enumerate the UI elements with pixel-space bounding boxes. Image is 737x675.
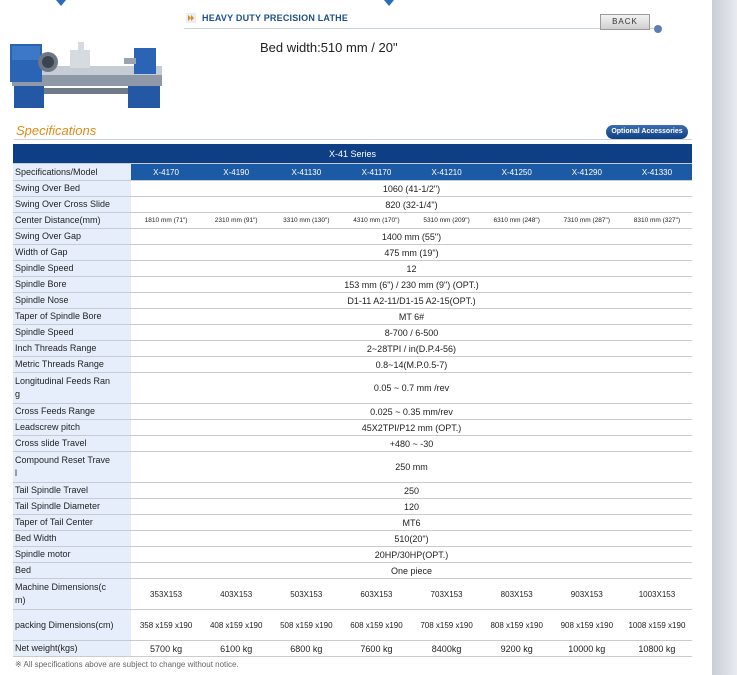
row-value: 8310 mm (327"): [622, 213, 692, 229]
row-label: Spindle motor: [13, 547, 131, 563]
row-value: 9200 kg: [482, 641, 552, 657]
row-value: 7310 mm (287"): [552, 213, 622, 229]
row-value: 20HP/30HP(OPT.): [131, 547, 692, 563]
table-row: [13, 261, 692, 277]
row-value: 12: [131, 261, 692, 277]
row-label-line: m): [15, 595, 26, 605]
row-label: Taper of Spindle Bore: [13, 309, 131, 325]
row-value: MT 6#: [131, 309, 692, 325]
table-row: [13, 563, 692, 579]
row-value: 703X153: [412, 579, 482, 610]
row-label: Inch Threads Range: [13, 341, 131, 357]
row-value: 45X2TPI/P12 mm (OPT.): [131, 420, 692, 436]
row-label: Cross slide Travel: [13, 436, 131, 452]
row-value: 0.025 ~ 0.35 mm/rev: [131, 404, 692, 420]
row-value: 1810 mm (71"): [131, 213, 201, 229]
table-row: [13, 483, 692, 499]
row-value: 153 mm (6") / 230 mm (9") (OPT.): [131, 277, 692, 293]
row-value: 3310 mm (130"): [271, 213, 341, 229]
table-row: [13, 436, 692, 452]
row-label: Center Distance(mm): [13, 213, 131, 229]
back-button[interactable]: BACK: [600, 14, 650, 30]
row-label: Swing Over Gap: [13, 229, 131, 245]
row-label: Net weight(kgs): [13, 641, 131, 657]
table-row: [13, 452, 692, 483]
row-label: Swing Over Bed: [13, 181, 131, 197]
specifications-heading: Specifications: [16, 123, 97, 138]
row-label: Cross Feeds Range: [13, 404, 131, 420]
model-header: X-4170: [131, 164, 201, 181]
row-value: 903X153: [552, 579, 622, 610]
header-label: Specifications/Model: [13, 164, 131, 181]
row-label: Width of Gap: [13, 245, 131, 261]
table-row: [13, 499, 692, 515]
table-row: [13, 277, 692, 293]
row-value: 353X153: [131, 579, 201, 610]
table-row: [13, 245, 692, 261]
row-value: 1060 (41-1/2"): [131, 181, 692, 197]
row-value: 10000 kg: [552, 641, 622, 657]
row-label: Spindle Speed: [13, 261, 131, 277]
row-value: 120: [131, 499, 692, 515]
row-value: +480 ~ -30: [131, 436, 692, 452]
row-value: 358 x159 x190: [131, 610, 201, 641]
row-label: Tail Spindle Travel: [13, 483, 131, 499]
row-value: 2~28TPI / in(D.P.4-56): [131, 341, 692, 357]
optional-accessories-button[interactable]: Optional Accessories: [606, 125, 688, 139]
model-header: X-41250: [482, 164, 552, 181]
row-value: 608 x159 x190: [341, 610, 411, 641]
table-row: [13, 610, 692, 641]
table-row: [13, 420, 692, 436]
row-value: 6800 kg: [271, 641, 341, 657]
row-value: 1003X153: [622, 579, 692, 610]
row-value: 503X153: [271, 579, 341, 610]
row-label: Spindle Nose: [13, 293, 131, 309]
heading-divider: [14, 139, 692, 140]
table-row: [13, 579, 692, 610]
row-value: 4310 mm (170"): [341, 213, 411, 229]
row-value: One piece: [131, 563, 692, 579]
row-value: 10800 kg: [622, 641, 692, 657]
row-value: 803X153: [482, 579, 552, 610]
table-row: [13, 325, 692, 341]
back-dot-icon: [654, 25, 662, 33]
title-divider: [184, 28, 660, 29]
nav-arrow-icon: [56, 0, 66, 6]
row-value: 808 x159 x190: [482, 610, 552, 641]
row-label: [13, 579, 131, 610]
table-row: [13, 515, 692, 531]
row-label: Metric Threads Range: [13, 357, 131, 373]
model-header: X-4190: [201, 164, 271, 181]
row-label: Swing Over Cross Slide: [13, 197, 131, 213]
row-value: 6100 kg: [201, 641, 271, 657]
table-row: [13, 404, 692, 420]
table-row: [13, 357, 692, 373]
row-label: Taper of Tail Center: [13, 515, 131, 531]
table-row: [13, 641, 692, 657]
row-value: 250: [131, 483, 692, 499]
row-label-line: Compound Reset Trave: [15, 455, 111, 465]
specifications-table: [13, 144, 692, 657]
row-value: 908 x159 x190: [552, 610, 622, 641]
row-value: 5310 mm (209"): [412, 213, 482, 229]
bed-width-subtitle: Bed width:510 mm / 20": [260, 40, 398, 55]
row-label: [13, 452, 131, 483]
row-value: 0.05 ~ 0.7 mm /rev: [131, 373, 692, 404]
model-header: X-41170: [341, 164, 411, 181]
table-row: [13, 181, 692, 197]
series-title: X-41 Series: [13, 144, 692, 164]
row-value: 708 x159 x190: [412, 610, 482, 641]
header-row: [13, 164, 692, 181]
table-row: [13, 229, 692, 245]
row-label: Leadscrew pitch: [13, 420, 131, 436]
row-label: Spindle Bore: [13, 277, 131, 293]
page-edge: [712, 0, 737, 675]
row-value: 403X153: [201, 579, 271, 610]
table-row: [13, 293, 692, 309]
row-label: Bed: [13, 563, 131, 579]
row-label: Bed Width: [13, 531, 131, 547]
row-value: 603X153: [341, 579, 411, 610]
table-row: [13, 309, 692, 325]
row-value: 8-700 / 6-500: [131, 325, 692, 341]
row-value: 0.8~14(M.P.0.5-7): [131, 357, 692, 373]
table-row: [13, 197, 692, 213]
row-value: D1-11 A2-11/D1-15 A2-15(OPT.): [131, 293, 692, 309]
row-value: 250 mm: [131, 452, 692, 483]
table-row: [13, 341, 692, 357]
table-row: [13, 531, 692, 547]
row-label: packing Dimensions(cm): [13, 610, 131, 641]
row-value: 1400 mm (55"): [131, 229, 692, 245]
row-label-line: Machine Dimensions(c: [15, 582, 107, 592]
disclaimer-note: ※ All specifications above are subject to change without notice.: [15, 660, 239, 669]
row-label-line: l: [15, 468, 17, 478]
row-value: MT6: [131, 515, 692, 531]
row-value: 8400kg: [412, 641, 482, 657]
row-value: 7600 kg: [341, 641, 411, 657]
row-value: 475 mm (19"): [131, 245, 692, 261]
row-label-line: Longitudinal Feeds Ran: [15, 376, 111, 386]
series-row: [13, 144, 692, 164]
table-row: [13, 373, 692, 404]
row-value: 2310 mm (91"): [201, 213, 271, 229]
row-value: 508 x159 x190: [271, 610, 341, 641]
table-row: [13, 213, 692, 229]
product-title: HEAVY DUTY PRECISION LATHE: [202, 13, 349, 23]
row-value: 820 (32-1/4"): [131, 197, 692, 213]
model-header: X-41330: [622, 164, 692, 181]
row-value: 408 x159 x190: [201, 610, 271, 641]
table-row: [13, 547, 692, 563]
row-value: 510(20"): [131, 531, 692, 547]
model-header: X-41130: [271, 164, 341, 181]
row-label: Tail Spindle Diameter: [13, 499, 131, 515]
row-value: 6310 mm (248"): [482, 213, 552, 229]
row-label-line: g: [15, 389, 21, 399]
row-label: [13, 373, 131, 404]
row-label: Spindle Speed: [13, 325, 131, 341]
model-header: X-41290: [552, 164, 622, 181]
row-value: 5700 kg: [131, 641, 201, 657]
nav-arrow-icon: [384, 0, 394, 6]
lathe-machine-image: [8, 36, 168, 110]
row-value: 1008 x159 x190: [622, 610, 692, 641]
title-arrow-icon: [186, 13, 196, 23]
model-header: X-41210: [412, 164, 482, 181]
